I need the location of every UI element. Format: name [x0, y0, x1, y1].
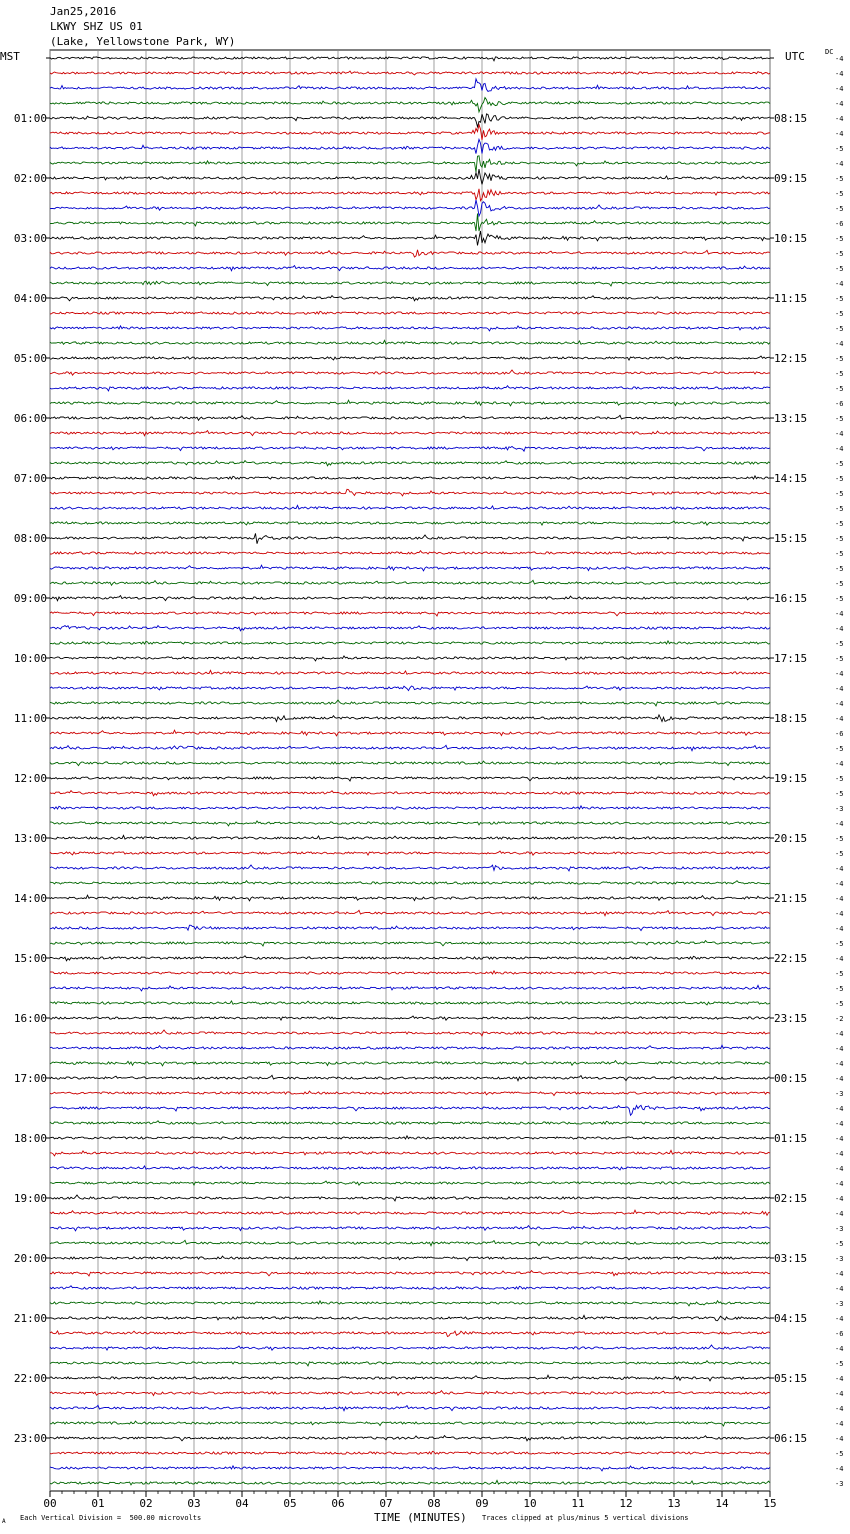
left-hour-label: 03:00 — [13, 232, 47, 245]
dc-offset-value: -6 — [835, 220, 844, 228]
seismic-trace — [50, 776, 770, 781]
dc-offset-value: -4 — [835, 925, 844, 933]
dc-offset-value: -4 — [835, 280, 844, 288]
dc-offset-value: -5 — [835, 745, 844, 753]
seismic-trace — [50, 533, 770, 543]
dc-offset-value: -5 — [835, 370, 844, 378]
left-hour-label: 15:00 — [13, 952, 47, 965]
seismic-trace — [50, 1105, 770, 1115]
dc-offset-value: -5 — [835, 1360, 844, 1368]
dc-offset-value: -5 — [835, 415, 844, 423]
seismic-trace — [50, 565, 770, 571]
dc-offset-value: -4 — [835, 1285, 844, 1293]
x-tick-label: 05 — [283, 1497, 297, 1510]
seismic-trace — [50, 189, 770, 201]
dc-offset-value: -5 — [835, 1000, 844, 1008]
x-tick-label: 14 — [715, 1497, 729, 1510]
seismic-trace — [50, 1091, 770, 1096]
dc-offset-value: -5 — [835, 175, 844, 183]
dc-offset-value: -3 — [835, 1225, 844, 1233]
right-hour-label: 10:15 — [774, 232, 808, 245]
seismic-trace — [50, 356, 770, 360]
dc-offset-value: -4 — [835, 1045, 844, 1053]
seismic-trace — [50, 386, 770, 391]
seismic-trace — [50, 641, 770, 645]
seismic-trace — [50, 656, 770, 661]
dc-offset-value: -5 — [835, 580, 844, 588]
seismic-trace — [50, 1436, 770, 1441]
seismic-trace — [50, 1331, 770, 1337]
dc-offset-value: -5 — [835, 970, 844, 978]
seismic-trace — [50, 71, 770, 75]
seismic-trace — [50, 910, 770, 915]
seismic-trace — [50, 835, 770, 839]
seismic-trace — [50, 370, 770, 375]
dc-offset-value: -5 — [835, 520, 844, 528]
seismic-trace — [50, 956, 770, 961]
seismic-trace — [50, 431, 770, 436]
seismic-trace — [50, 895, 770, 901]
seismic-trace — [50, 400, 770, 406]
seismic-trace — [50, 214, 770, 232]
dc-offset-value: -5 — [835, 850, 844, 858]
left-hour-label: 23:00 — [13, 1432, 47, 1445]
dc-offset-value: -5 — [835, 490, 844, 498]
dc-offset-value: -5 — [835, 475, 844, 483]
dc-offset-value: -3 — [835, 1255, 844, 1263]
dc-offset-value: -5 — [835, 565, 844, 573]
dc-offset-header: DC — [825, 48, 834, 56]
seismic-trace — [50, 612, 770, 616]
seismic-trace — [50, 1181, 770, 1185]
seismic-trace — [50, 821, 770, 826]
seismic-trace — [50, 1030, 770, 1036]
left-hour-label: 16:00 — [13, 1012, 47, 1025]
seismic-trace — [50, 551, 770, 555]
x-tick-label: 10 — [523, 1497, 537, 1510]
seismic-trace — [50, 596, 770, 601]
dc-offset-value: -3 — [835, 1300, 844, 1308]
x-tick-label: 00 — [43, 1497, 57, 1510]
x-tick-label: 03 — [187, 1497, 201, 1510]
seismic-trace — [50, 1345, 770, 1350]
seismic-trace — [50, 730, 770, 736]
seismic-trace — [50, 1016, 770, 1020]
dc-offset-value: -5 — [835, 1240, 844, 1248]
seismic-trace — [50, 715, 770, 722]
x-tick-label: 04 — [235, 1497, 249, 1510]
clip-note: Traces clipped at plus/minus 5 vertical divisions — [482, 1514, 689, 1522]
seismic-trace — [50, 761, 770, 766]
left-hour-label: 11:00 — [13, 712, 47, 725]
station-location: (Lake, Yellowstone Park, WY) — [50, 35, 236, 48]
x-tick-label: 15 — [763, 1497, 777, 1510]
dc-offset-value: -4 — [835, 445, 844, 453]
seismic-trace — [50, 476, 770, 480]
seismic-trace — [50, 250, 770, 257]
dc-offset-value: -5 — [835, 460, 844, 468]
dc-offset-value: -4 — [835, 910, 844, 918]
seismic-trace — [50, 1150, 770, 1156]
right-hour-label: 14:15 — [774, 472, 808, 485]
seismic-trace — [50, 489, 770, 496]
x-tick-label: 06 — [331, 1497, 345, 1510]
dc-offset-value: -3 — [835, 805, 844, 813]
dc-offset-value: -4 — [835, 685, 844, 693]
seismic-trace — [50, 1421, 770, 1426]
dc-offset-value: -5 — [835, 505, 844, 513]
dc-offset-value: -5 — [835, 535, 844, 543]
seismic-trace — [50, 446, 770, 451]
dc-offset-value: -4 — [835, 1390, 844, 1398]
right-hour-label: 11:15 — [774, 292, 808, 305]
seismic-trace — [50, 139, 770, 153]
seismic-trace — [50, 281, 770, 286]
left-hour-label: 17:00 — [13, 1072, 47, 1085]
left-hour-label: 09:00 — [13, 592, 47, 605]
right-hour-label: 17:15 — [774, 652, 808, 665]
dc-offset-value: -5 — [835, 250, 844, 258]
right-hour-label: 08:15 — [774, 112, 808, 125]
dc-offset-value: -4 — [835, 625, 844, 633]
dc-offset-value: -5 — [835, 550, 844, 558]
seismic-trace — [50, 1240, 770, 1245]
seismic-trace — [50, 1121, 770, 1125]
dc-offset-value: -4 — [835, 100, 844, 108]
x-tick-label: 12 — [619, 1497, 633, 1510]
seismic-trace — [50, 865, 770, 871]
right-hour-label: 22:15 — [774, 952, 808, 965]
right-hour-label: 13:15 — [774, 412, 808, 425]
left-hour-label: 10:00 — [13, 652, 47, 665]
seismic-trace — [50, 626, 770, 631]
dc-offset-value: -5 — [835, 1450, 844, 1458]
dc-offset-value: -4 — [835, 1150, 844, 1158]
seismic-trace — [50, 1405, 770, 1410]
left-hour-label: 14:00 — [13, 892, 47, 905]
dc-offset-value: -5 — [835, 775, 844, 783]
dc-offset-value: -4 — [835, 1030, 844, 1038]
dc-offset-value: -4 — [835, 1195, 844, 1203]
seismic-trace — [50, 125, 770, 140]
dc-offset-value: -6 — [835, 1330, 844, 1338]
dc-offset-value: -5 — [835, 190, 844, 198]
left-hour-label: 12:00 — [13, 772, 47, 785]
seismic-trace — [50, 1045, 770, 1049]
seismic-trace — [50, 745, 770, 750]
dc-offset-value: -4 — [835, 760, 844, 768]
seismic-trace — [50, 670, 770, 674]
seismic-trace — [50, 941, 770, 946]
dc-offset-value: -3 — [835, 1090, 844, 1098]
dc-offset-value: -4 — [835, 955, 844, 963]
seismic-trace — [50, 881, 770, 885]
right-timezone-label: UTC — [785, 50, 805, 63]
seismic-trace — [50, 231, 770, 245]
seismic-trace — [50, 806, 770, 810]
dc-offset-value: -4 — [835, 115, 844, 123]
station-code: LKWY SHZ US 01 — [50, 20, 143, 33]
dc-offset-value: -4 — [835, 1420, 844, 1428]
seismic-trace — [50, 200, 770, 216]
dc-offset-value: -4 — [835, 1405, 844, 1413]
seismic-trace — [50, 686, 770, 691]
right-hour-label: 00:15 — [774, 1072, 808, 1085]
right-hour-label: 02:15 — [774, 1192, 808, 1205]
dc-offset-value: -4 — [835, 1120, 844, 1128]
dc-offset-value: -4 — [835, 1435, 844, 1443]
right-hour-label: 18:15 — [774, 712, 808, 725]
dc-offset-value: -4 — [835, 700, 844, 708]
dc-offset-value: -4 — [835, 1135, 844, 1143]
left-hour-label: 02:00 — [13, 172, 47, 185]
right-hour-label: 12:15 — [774, 352, 808, 365]
seismic-trace — [50, 98, 770, 112]
x-axis-title: TIME (MINUTES) — [374, 1511, 467, 1524]
dc-offset-value: -4 — [835, 160, 844, 168]
right-hour-label: 20:15 — [774, 832, 808, 845]
dc-offset-value: -4 — [835, 340, 844, 348]
seismic-trace — [50, 700, 770, 706]
right-hour-label: 16:15 — [774, 592, 808, 605]
seismic-trace — [50, 505, 770, 509]
right-hour-label: 04:15 — [774, 1312, 808, 1325]
dc-offset-value: -5 — [835, 640, 844, 648]
seismic-trace — [50, 296, 770, 301]
corner-mark: A — [2, 1518, 6, 1525]
seismic-trace — [50, 1286, 770, 1290]
right-hour-label: 21:15 — [774, 892, 808, 905]
dc-offset-value: -5 — [835, 655, 844, 663]
dc-offset-value: -4 — [835, 1165, 844, 1173]
right-hour-label: 19:15 — [774, 772, 808, 785]
seismic-trace — [50, 326, 770, 331]
seismic-trace — [50, 1256, 770, 1261]
dc-offset-value: -4 — [835, 1270, 844, 1278]
left-hour-label: 06:00 — [13, 412, 47, 425]
dc-offset-value: -5 — [835, 355, 844, 363]
left-hour-label: 18:00 — [13, 1132, 47, 1145]
dc-offset-value: -4 — [835, 715, 844, 723]
left-hour-label: 07:00 — [13, 472, 47, 485]
right-hour-label: 15:15 — [774, 532, 808, 545]
left-hour-label: 04:00 — [13, 292, 47, 305]
plot-date: Jan25,2016 — [50, 5, 117, 18]
plot-frame — [50, 50, 770, 1491]
seismic-trace — [50, 521, 770, 525]
seismic-trace — [50, 266, 770, 271]
dc-offset-value: -4 — [835, 670, 844, 678]
dc-offset-value: -5 — [835, 235, 844, 243]
seismic-trace — [50, 57, 770, 61]
dc-offset-value: -3 — [835, 1480, 844, 1488]
seismic-trace — [50, 311, 770, 314]
seismic-trace — [50, 1136, 770, 1139]
seismic-trace — [50, 1001, 770, 1005]
right-hour-label: 05:15 — [774, 1372, 808, 1385]
dc-offset-value: -4 — [835, 85, 844, 93]
dc-offset-value: -4 — [835, 1315, 844, 1323]
dc-offset-value: -4 — [835, 130, 844, 138]
dc-offset-value: -4 — [835, 820, 844, 828]
x-tick-label: 08 — [427, 1497, 441, 1510]
dc-offset-value: -5 — [835, 310, 844, 318]
dc-offset-value: -5 — [835, 205, 844, 213]
dc-offset-value: -5 — [835, 295, 844, 303]
seismic-trace — [50, 851, 770, 855]
dc-offset-value: -5 — [835, 385, 844, 393]
seismic-trace — [50, 461, 770, 466]
seismic-trace — [50, 1480, 770, 1485]
dc-offset-value: -4 — [835, 1060, 844, 1068]
right-hour-label: 23:15 — [774, 1012, 808, 1025]
x-tick-label: 13 — [667, 1497, 681, 1510]
left-hour-label: 22:00 — [13, 1372, 47, 1385]
dc-offset-value: -4 — [835, 1105, 844, 1113]
dc-offset-value: -4 — [835, 610, 844, 618]
dc-offset-value: -5 — [835, 145, 844, 153]
seismic-trace — [50, 1271, 770, 1276]
seismic-trace — [50, 1391, 770, 1396]
seismic-trace — [50, 925, 770, 930]
dc-offset-value: -5 — [835, 835, 844, 843]
seismic-trace — [50, 1061, 770, 1066]
dc-offset-value: -2 — [835, 1015, 844, 1023]
seismic-trace — [50, 1166, 770, 1170]
seismic-trace — [50, 169, 770, 184]
right-hour-label: 09:15 — [774, 172, 808, 185]
seismic-trace — [50, 1210, 770, 1215]
seismic-trace — [50, 114, 770, 127]
seismic-trace — [50, 971, 770, 975]
dc-offset-value: -4 — [835, 1345, 844, 1353]
left-hour-label: 08:00 — [13, 532, 47, 545]
seismic-trace — [50, 1315, 770, 1320]
dc-offset-value: -5 — [835, 595, 844, 603]
left-hour-label: 13:00 — [13, 832, 47, 845]
seismic-trace — [50, 1075, 770, 1080]
seismic-trace — [50, 791, 770, 796]
dc-offset-value: -4 — [835, 430, 844, 438]
x-tick-label: 09 — [475, 1497, 489, 1510]
seismic-trace — [50, 1361, 770, 1366]
dc-offset-value: -6 — [835, 730, 844, 738]
dc-offset-value: -4 — [835, 1075, 844, 1083]
right-hour-label: 01:15 — [774, 1132, 808, 1145]
dc-offset-value: -4 — [835, 1465, 844, 1473]
dc-offset-value: -5 — [835, 985, 844, 993]
seismic-trace — [50, 79, 770, 92]
x-tick-label: 07 — [379, 1497, 393, 1510]
dc-offset-value: -5 — [835, 325, 844, 333]
left-hour-label: 05:00 — [13, 352, 47, 365]
seismic-trace — [50, 156, 770, 172]
seismic-trace — [50, 415, 770, 420]
seismic-trace — [50, 1375, 770, 1381]
seismic-trace — [50, 1226, 770, 1231]
left-timezone-label: MST — [0, 50, 20, 63]
seismic-trace — [50, 340, 770, 344]
dc-offset-value: -4 — [835, 1180, 844, 1188]
dc-offset-value: -4 — [835, 1375, 844, 1383]
dc-offset-value: -4 — [835, 55, 844, 63]
seismic-trace — [50, 985, 770, 991]
dc-offset-value: -4 — [835, 865, 844, 873]
dc-offset-value: -4 — [835, 1210, 844, 1218]
seismic-trace — [50, 1466, 770, 1471]
left-hour-label: 21:00 — [13, 1312, 47, 1325]
dc-offset-value: -6 — [835, 400, 844, 408]
left-hour-label: 20:00 — [13, 1252, 47, 1265]
left-hour-label: 01:00 — [13, 112, 47, 125]
dc-offset-value: -5 — [835, 265, 844, 273]
left-hour-label: 19:00 — [13, 1192, 47, 1205]
dc-offset-value: -4 — [835, 895, 844, 903]
x-tick-label: 02 — [139, 1497, 153, 1510]
dc-offset-value: -4 — [835, 70, 844, 78]
x-tick-label: 01 — [91, 1497, 105, 1510]
dc-offset-value: -5 — [835, 940, 844, 948]
x-tick-label: 11 — [571, 1497, 585, 1510]
dc-offset-value: -4 — [835, 880, 844, 888]
right-hour-label: 03:15 — [774, 1252, 808, 1265]
dc-offset-value: -5 — [835, 790, 844, 798]
scale-note: Each Vertical Division = 500.00 microvolts — [20, 1514, 202, 1522]
seismic-trace — [50, 1301, 770, 1306]
seismic-trace — [50, 1451, 770, 1454]
seismic-trace — [50, 1195, 770, 1201]
right-hour-label: 06:15 — [774, 1432, 808, 1445]
seismic-trace — [50, 580, 770, 585]
